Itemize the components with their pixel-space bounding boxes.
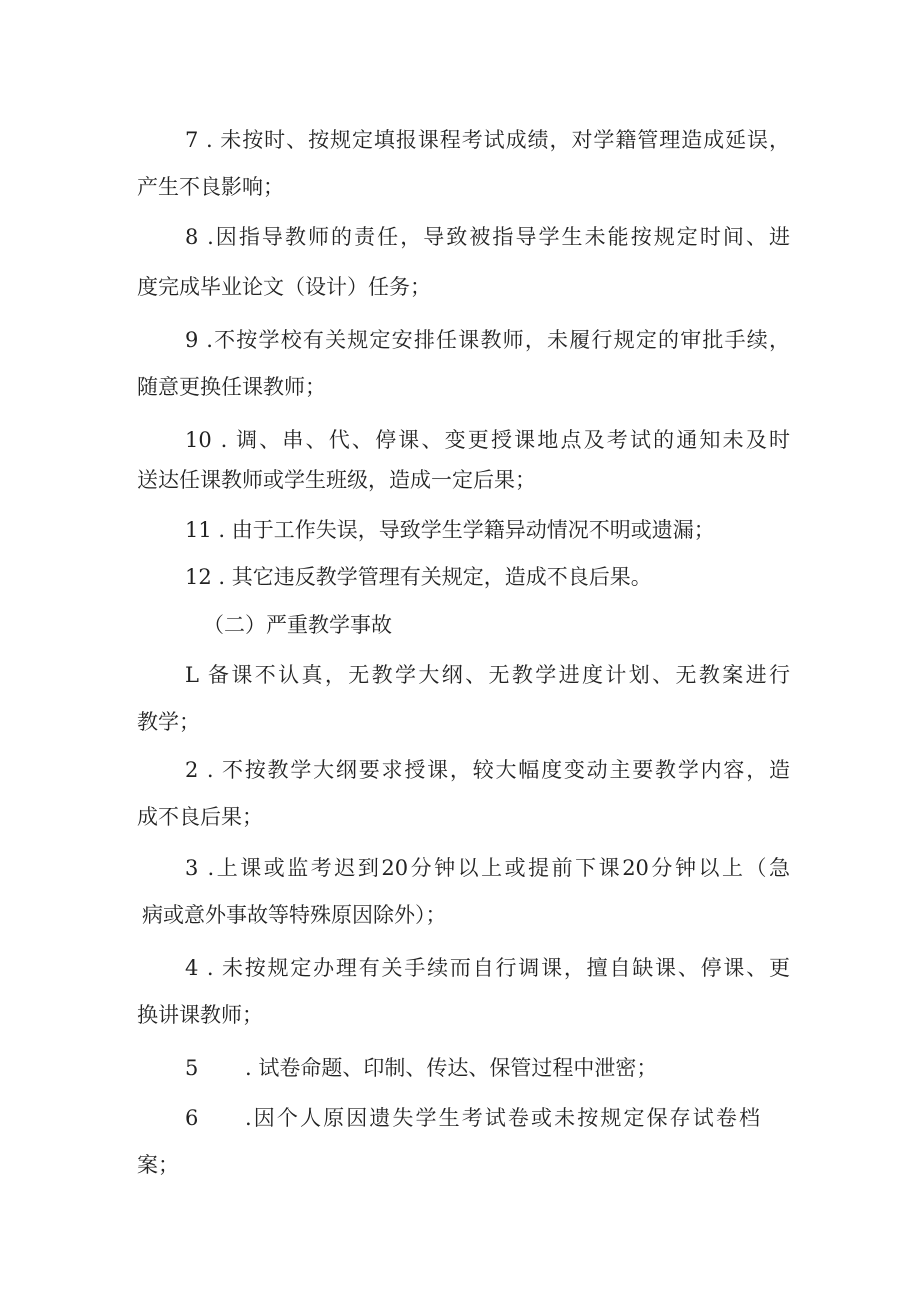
serious-item-3-line-2: 病或意外事故等特殊原因除外）；: [142, 903, 447, 927]
serious-item-6-number: 6: [185, 1106, 199, 1130]
serious-item-2-line-1: 2 . 不按教学大纲要求授课，较大幅度变动主要教学内容，造: [185, 758, 790, 782]
item-10-line-2: 送达任课教师或学生班级，造成一定后果；: [137, 468, 536, 492]
item-8-line-2: 度完成毕业论文（设计）任务；: [137, 275, 431, 299]
item-7-line-2: 产生不良影响；: [137, 175, 284, 199]
item-11: 11 . 由于工作失误，导致学生学籍异动情况不明或遗漏；: [185, 518, 715, 542]
serious-item-6-text: .因个人原因遗失学生考试卷或未按规定保存试卷档: [245, 1106, 760, 1130]
serious-item-5-number: 5: [185, 1056, 199, 1080]
section-heading: （二）严重教学事故: [203, 613, 392, 637]
serious-item-4-line-2: 换讲课教师；: [137, 1003, 263, 1027]
item-8-line-1: 8 .因指导教师的责任，导致被指导学生未能按规定时间、进: [185, 225, 790, 249]
item-12: 12 . 其它违反教学管理有关规定，造成不良后果。: [185, 565, 652, 589]
serious-item-5-text: . 试卷命题、印制、传达、保管过程中泄密；: [245, 1056, 658, 1080]
serious-item-1-line-1: L 备课不认真，无教学大纲、无教学进度计划、无教案进行: [185, 663, 790, 687]
serious-item-2-line-2: 成不良后果；: [137, 805, 263, 829]
serious-item-1-line-2: 教学；: [137, 710, 200, 734]
serious-item-4-line-1: 4 . 未按规定办理有关手续而自行调课，擅自缺课、停课、更: [185, 956, 790, 980]
item-9-line-1: 9 .不按学校有关规定安排任课教师，未履行规定的审批手续，: [185, 328, 790, 352]
item-7-line-1: 7 . 未按时、按规定填报课程考试成绩，对学籍管理造成延误，: [185, 128, 790, 152]
serious-item-3-line-1: 3 .上课或监考迟到20分钟以上或提前下课20分钟以上（急: [185, 856, 790, 880]
item-9-line-2: 随意更换任课教师；: [137, 375, 326, 399]
item-10-line-1: 10 . 调、串、代、停课、变更授课地点及考试的通知未及时: [185, 428, 790, 452]
serious-item-6-line-2: 案；: [137, 1153, 179, 1177]
